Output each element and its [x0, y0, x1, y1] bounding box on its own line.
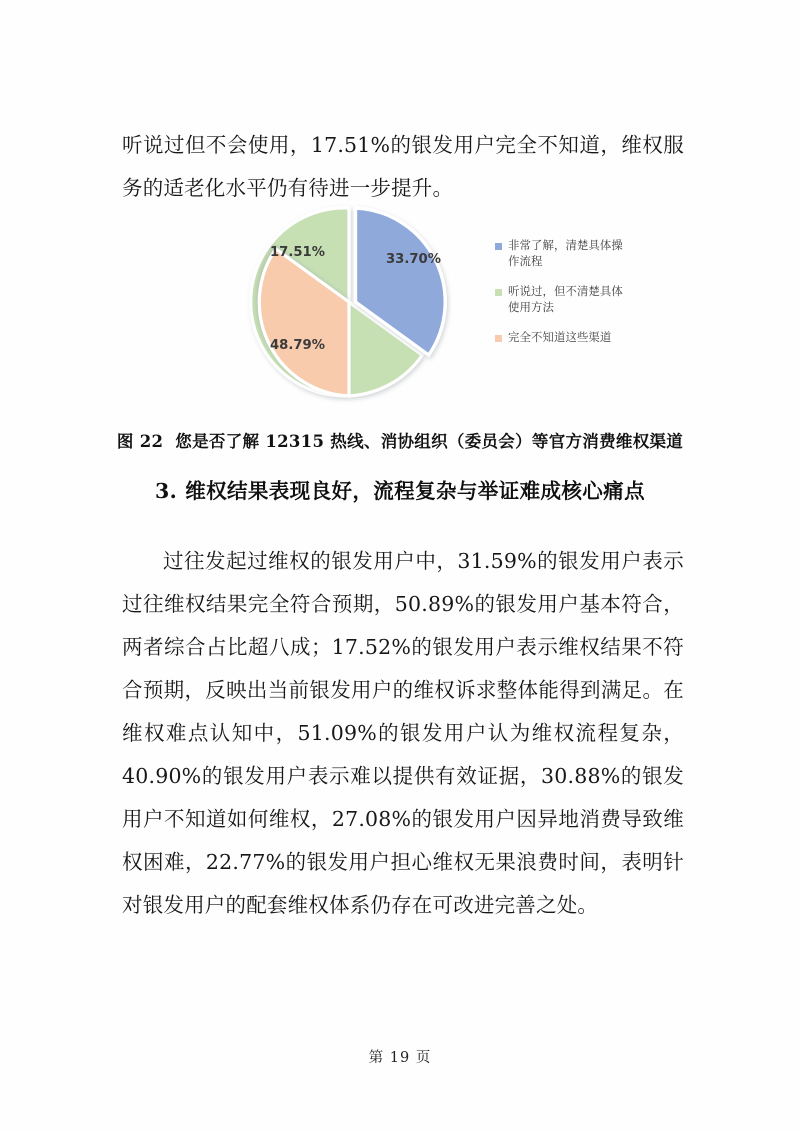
- legend-label-blue: 非常了解，清楚具体操作流程: [508, 238, 623, 268]
- pie-label-blue: 33.70%: [386, 252, 441, 267]
- pie-chart-figure: [215, 190, 635, 415]
- main-paragraph: 过往发起过维权的银发用户中，31.59%的银发用户表示过往维权结果完全符合预期，50.89%的银发用户基本符合，两者综合占比超八成；17.52%的银发用户表示维权结果不符合预期，反映出当前银发用户的维权诉求整体能得到满足。在维权难点认知中，51.09%的银发用户认为维权流程复杂，40.90%的银发用户表示难以提供有效证据，30.88%的银发用户不知道如何维权，27.08%的银发用户因异地消费导致维权困难，22.77%的银发用户担心维权无果浪费时间，表明针对银发用户的配套维权体系仍存在可改进完善之处。: [122, 548, 684, 917]
- pie-label-green: 48.79%: [270, 338, 325, 353]
- figure-caption-number: 图 22: [116, 432, 164, 451]
- pie-label-orange: 17.51%: [270, 245, 325, 260]
- page-number-footer: 第 19 页: [368, 1050, 432, 1066]
- section-heading: [0, 474, 800, 504]
- chart-legend: [495, 238, 625, 361]
- paragraph-above-figure: 听说过但不会使用，17.51%的银发用户完全不知道，维权服务的适老化水平仍有待进一步提升。: [122, 132, 684, 200]
- legend-item-green[interactable]: [495, 284, 625, 315]
- legend-swatch-green-icon: [495, 289, 502, 296]
- legend-swatch-orange-icon: [495, 335, 502, 342]
- section-heading-title: 维权结果表现良好，流程复杂与举证难成核心痛点: [185, 479, 645, 503]
- legend-swatch-blue-icon: [495, 243, 502, 250]
- legend-item-blue[interactable]: [495, 238, 625, 269]
- figure-caption: [0, 428, 800, 452]
- pie-chart-svg: [215, 190, 485, 415]
- legend-item-orange[interactable]: [495, 330, 625, 346]
- figure-caption-text: 您是否了解 12315 热线、消协组织（委员会）等官方消费维权渠道: [175, 432, 684, 451]
- legend-label-green: 听说过，但不清楚具体使用方法: [508, 284, 623, 314]
- legend-label-orange: 完全不知道这些渠道: [508, 330, 612, 344]
- pie-chart-graphic: [215, 190, 485, 415]
- section-heading-number: 3.: [154, 479, 178, 503]
